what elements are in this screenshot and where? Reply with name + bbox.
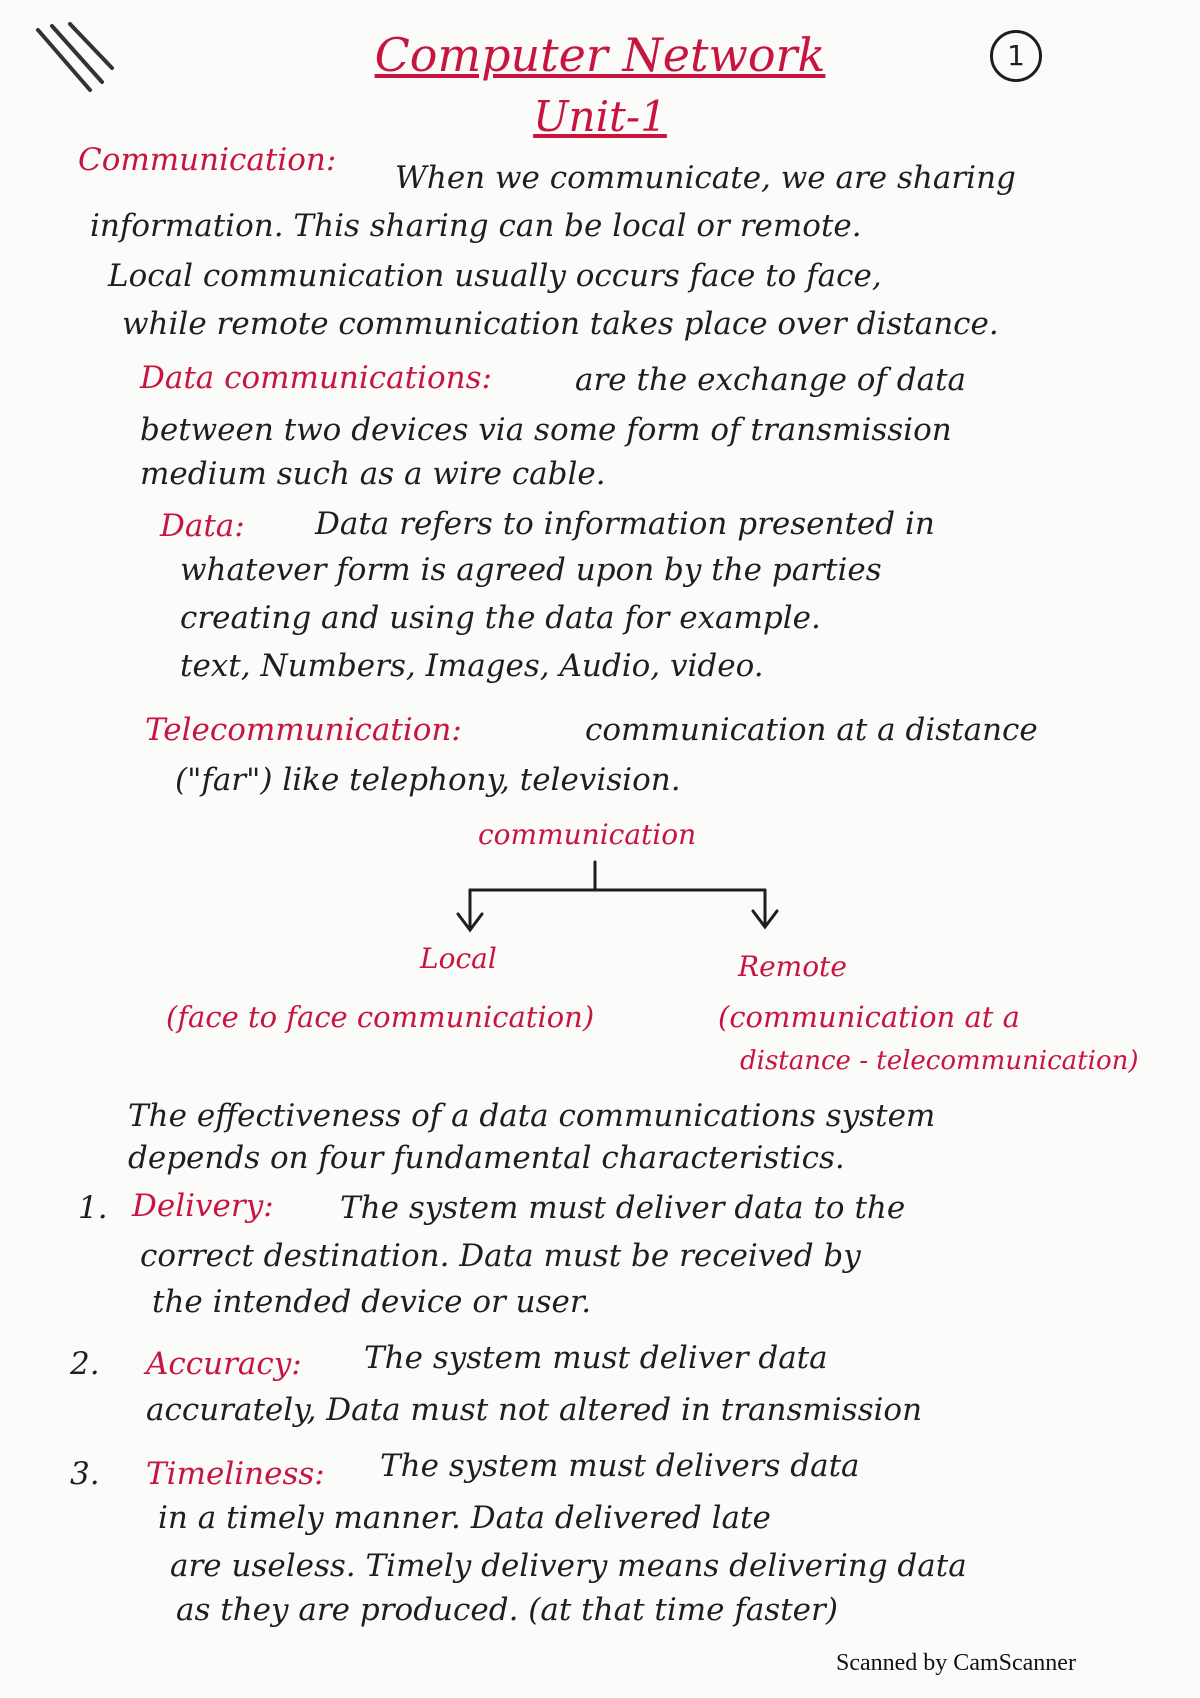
communication-line-1: When we communicate, we are sharing <box>395 160 1016 196</box>
diagram-left-description: (face to face communication) <box>166 1000 595 1034</box>
characteristic-2-line-1: The system must deliver data <box>364 1340 828 1376</box>
diagram-left-label: Local <box>420 942 497 975</box>
diagram-right-description-1: (communication at a <box>718 1000 1020 1034</box>
communication-line-4: while remote communication takes place over distance. <box>122 306 999 342</box>
characteristic-1-line-2: correct destination. Data must be received by <box>140 1238 861 1274</box>
data-line-1: Data refers to information presented in <box>315 506 935 542</box>
characteristic-3-heading: Timeliness: <box>146 1456 325 1492</box>
diagram-right-description-2: distance - telecommunication) <box>740 1046 1139 1076</box>
characteristic-2-heading: Accuracy: <box>146 1346 302 1382</box>
characteristic-2-number: 2. <box>70 1346 100 1382</box>
data-line-4: text, Numbers, Images, Audio, video. <box>180 648 764 684</box>
scanner-watermark: Scanned by CamScanner <box>836 1650 1076 1676</box>
characteristic-1-line-3: the intended device or user. <box>152 1284 592 1320</box>
data-communications-line-1: are the exchange of data <box>575 362 967 398</box>
telecommunication-line-2: ("far") like telephony, television. <box>175 762 681 798</box>
characteristic-1-heading: Delivery: <box>132 1188 274 1224</box>
page-title: Computer Network <box>374 28 826 82</box>
telecommunication-line-1: communication at a distance <box>585 712 1038 748</box>
data-communications-line-3: medium such as a wire cable. <box>140 456 606 492</box>
communication-line-2: information. This sharing can be local or remote. <box>90 208 862 244</box>
characteristic-3-line-4: as they are produced. (at that time faster) <box>176 1592 838 1628</box>
characteristic-2-line-2: accurately, Data must not altered in transmission <box>146 1392 923 1428</box>
heading-communication: Communication: <box>78 142 337 178</box>
page-number-badge: 1 <box>990 30 1042 82</box>
data-line-2: whatever form is agreed upon by the parties <box>180 552 882 588</box>
characteristic-3-line-3: are useless. Timely delivery means delivering data <box>170 1548 967 1584</box>
diagram-right-label: Remote <box>738 950 847 983</box>
effectiveness-line-1: The effectiveness of a data communications system <box>128 1098 936 1134</box>
characteristic-1-number: 1. <box>78 1190 108 1226</box>
diagram-root-label: communication <box>478 818 697 851</box>
heading-telecommunication: Telecommunication: <box>145 712 462 748</box>
communication-line-3: Local communication usually occurs face to face, <box>108 258 882 294</box>
characteristic-3-number: 3. <box>70 1456 100 1492</box>
effectiveness-line-2: depends on four fundamental characteristics. <box>128 1140 845 1176</box>
heading-data-communications: Data communications: <box>140 360 492 396</box>
data-line-3: creating and using the data for example. <box>180 600 821 636</box>
data-communications-line-2: between two devices via some form of transmission <box>140 412 952 448</box>
characteristic-3-line-2: in a timely manner. Data delivered late <box>158 1500 771 1536</box>
unit-title: Unit-1 <box>533 92 667 141</box>
characteristic-1-line-1: The system must deliver data to the <box>340 1190 906 1226</box>
heading-data: Data: <box>160 508 245 544</box>
characteristic-3-line-1: The system must delivers data <box>380 1448 860 1484</box>
